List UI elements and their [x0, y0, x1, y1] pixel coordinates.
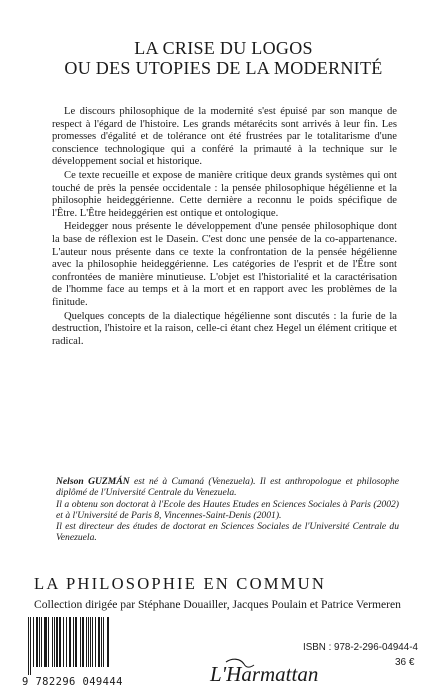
author-bio-line: Il a obtenu son doctorat à l'Ecole des Hautes Etudes en Sciences Sociales à Paris (2002) et à l'Université de Paris 8, Vincennes-Saint-Denis (2001). [56, 498, 399, 521]
author-bio [56, 476, 399, 544]
blurb-paragraph: Quelques concepts de la dialectique hégélienne sont discutés : la furie de la destruction, l'histoire et la raison, celle-ci étant chez Hegel un élément critique et radical. [52, 310, 397, 347]
title-line-2: OU DES UTOPIES DE LA MODERNITÉ [64, 58, 383, 78]
blurb [52, 106, 397, 349]
collection-editors: Collection dirigée par Stéphane Douailler, Jacques Poulain et Patrice Vermeren [34, 598, 401, 611]
blurb-paragraph: Ce texte recueille et expose de manière critique deux grands systèmes qui ont touché de près la pensée occidentale : la pensée philosophique hégélienne et la philosophie heideggérienne. Cette dernière a reconnu le poids spécifique de l'Être. L'Être heideggérien est ontique et ontologique. [52, 169, 397, 219]
series-name: LA PHILOSOPHIE EN COMMUN [34, 574, 327, 593]
blurb-paragraph: Heidegger nous présente le développement d'une pensée philosophique dont la base de réflexion est le Dasein. C'est donc une pensée de la co-appartenance. L'auteur nous présente dans ce texte la confrontation de la pensée hégélienne avec la philosophie heideggérienne. Les catégories de l'esprit et de l'Être sont confrontées de manière minutieuse. L'objet est l'historialité et la caractérisation de l'homme face au temps et à la mort et en rapport avec les problèmes de la finitude. [52, 221, 397, 308]
author-bio-line [56, 476, 399, 499]
publisher-name: L'Harmattan [210, 662, 319, 686]
author-bio-line: Il est directeur des études de doctorat en Sciences Sociales de l'Université Centrale du Venezuela. [56, 521, 399, 544]
isbn: ISBN : 978-2-296-04944-4 [303, 642, 418, 653]
blurb-paragraph: Le discours philosophique de la modernité s'est épuisé par son manque de respect à l'égard de l'histoire. Les grands métarécits sont arrivés à leur fin. Les promesses d'égalité et de tolérance ont été frustrées par le totalitarisme d'une conscience technologique qui a conféré la primauté à la technique sur le développement social et historique. [52, 106, 397, 168]
price: 36 € [395, 657, 415, 668]
title-line-1: LA CRISE DU LOGOS [134, 38, 313, 58]
book-title [0, 38, 447, 78]
barcode-bars [20, 617, 170, 675]
author-bio-text: est né à Cumaná (Venezuela). Il est anthropologue et philosophe diplômé de l'Université Centrale du Venezuela. [56, 476, 399, 499]
barcode-digits: 9 782296 049444 [22, 676, 123, 688]
author-name: Nelson GUZMÁN [56, 476, 130, 487]
